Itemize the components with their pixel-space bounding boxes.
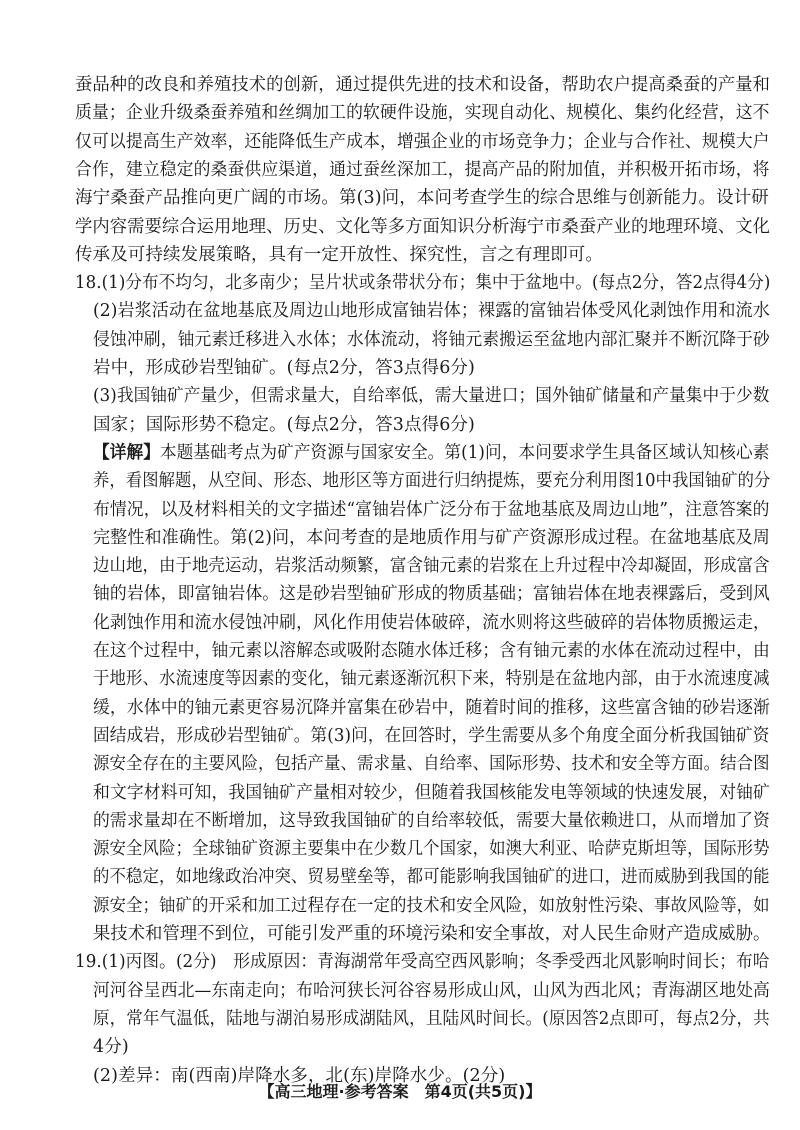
text-line: 海宁桑蚕产品推向更广阔的市场。第(3)问，本问考查学生的综合思维与创新能力。设计研 [75, 188, 769, 209]
text-line [93, 438, 769, 468]
page-footer: 【高三地理·参考答案 第4页(共5页)】 [258, 1082, 542, 1101]
text-line: 质量；企业升级桑蚕养殖和丝绸加工的软硬件设施，实现自动化、规模化、集约化经营，这不 [75, 103, 770, 124]
text-line: 源安全；铀矿的开采和加工过程存在一定的技术和安全风险，如放射性污染、事故风险等，如 [93, 895, 770, 916]
text-line: 岩中，形成砂岩型铀矿。(每点2分，答3点得6分) [93, 358, 475, 378]
text-line: 仅可以提高生产效率，还能降低生产成本，增强企业的市场竞争力；企业与合作社、规模大户 [75, 131, 770, 152]
text-line: 国家；国际形势不稳定。(每点2分，答3点得6分) [93, 414, 475, 435]
text-line: (3)我国铀矿产量少，但需求量大，自给率低，需大量进口；国外铀矿储量和产量集中于少数 [93, 386, 770, 407]
text-line: 在这个过程中，铀元素以溶解态或吸附态随水体迁移；含有铀元素的水体在流动过程中，由 [93, 641, 770, 661]
text-line: 固结成岩，形成砂岩型铀矿。第(3)问，在回答时，学生需要从多个角度全面分析我国铀矿资 [93, 725, 770, 746]
text-line: 河河谷呈西北—东南走向；布哈河狭长河谷容易形成山风，山风为西北风；青海湖区地处高 [93, 980, 770, 1001]
question-answer-line: 19.(1)丙图。(2分) 形成原因：青海湖常年受高空西风影响；冬季受西北风影响时间长；布哈 [75, 952, 770, 973]
text-line: 4分) [93, 1037, 129, 1058]
text-line: 化剥蚀作用和流水侵蚀冲刷，风化作用使岩体破碎，流水则将这些破碎的岩体物质搬运走， [93, 612, 770, 633]
text-line: 布情况，以及材料相关的文字描述“富铀岩体广泛分布于盆地基底及周边山地”，注意答案的 [93, 499, 770, 520]
text-line: (2)差异：南(西南)岸降水多，北(东)岸降水少。(2分) [93, 1065, 506, 1086]
text-line: 养，看图解题，从空间、形态、地形区等方面进行归纳提炼，要充分利用图10中我国铀矿的分 [93, 471, 771, 492]
text-line: 的不稳定，如地缘政治冲突、贸易壁垒等，都可能影响我国铀矿的进口，进而威胁到我国的能 [93, 867, 770, 888]
text-line: 和文字材料可知，我国铀矿产量相对较少，但随着我国核能发电等领域的快速发展，对铀矿 [93, 782, 770, 803]
text-line: 果技术和管理不到位，可能引发严重的环境污染和安全事故，对人民生命财产造成威胁。 [93, 924, 771, 944]
text-line: 源安全存在的主要风险，包括产量、需求量、自给率、国际形势、技术和安全等方面。结合图 [93, 754, 770, 775]
text-line: 侵蚀冲刷，铀元素迁移进入水体；水体流动，将铀元素搬运至盆地内部汇聚并不断沉降于砂 [93, 329, 770, 350]
text-line: 边山地，由于地壳运动，岩浆活动频繁，富含铀元素的岩浆在上升过程中冷却凝固，形成富含 [93, 556, 770, 577]
text-line: 原，常年气温低，陆地与湖泊易形成湖陆风，且陆风时间长。(原因答2点即可，每点2分，共 [93, 1008, 770, 1029]
text-line: 铀的岩体，即富铀岩体。这是砂岩型铀矿形成的物质基础；富铀岩体在地表裸露后，受到风 [93, 584, 770, 605]
text-line: 完整性和准确性。第(2)问，本问考查的是地质作用与矿产资源形成过程。在盆地基底及周 [93, 527, 770, 548]
text-line: 合作，建立稳定的桑蚕供应渠道，通过蚕丝深加工，提高产品的附加值，并积极开拓市场，将 [75, 159, 770, 180]
text-line: 蚕品种的改良和养殖技术的创新，通过提供先进的技术和设备，帮助农户提高桑蚕的产量和 [75, 75, 770, 95]
text-line: (2)岩浆活动在盆地基底及周边山地形成富铀岩体；裸露的富铀岩体受风化剥蚀作用和流水 [93, 301, 770, 322]
detail-label: 【详解】 [93, 442, 160, 463]
question-answer-line: 18.(1)分布不均匀，北多南少；呈片状或条带状分布；集中于盆地中。(每点2分，答2点得4分) [75, 273, 771, 294]
detail-text: 本题基础考点为矿产资源与国家安全。第(1)问，本问要求学生具备区域认知核心素 [159, 442, 770, 463]
text-line: 于地形、水流速度等因素的变化，铀元素逐渐沉积下来，特别是在盆地内部，由于水流速度减 [93, 669, 770, 690]
text-line: 学内容需要综合运用地理、历史、文化等多方面知识分析海宁市桑蚕产业的地理环境、文化 [75, 216, 770, 237]
text-line: 缓，水体中的铀元素更容易沉降并富集在砂岩中，随着时间的推移，这些富含铀的砂岩逐渐 [93, 697, 770, 718]
text-line: 传承及可持续发展策略，具有一定开放性、探究性，言之有理即可。 [75, 244, 603, 265]
text-line: 的需求量却在不断增加，这导致我国铀矿的自给率较低，需要大量依赖进口，从而增加了资 [93, 810, 770, 831]
text-line: 源安全风险；全球铀矿资源主要集中在少数几个国家，如澳大利亚、哈萨克斯坦等，国际形势 [93, 839, 770, 860]
